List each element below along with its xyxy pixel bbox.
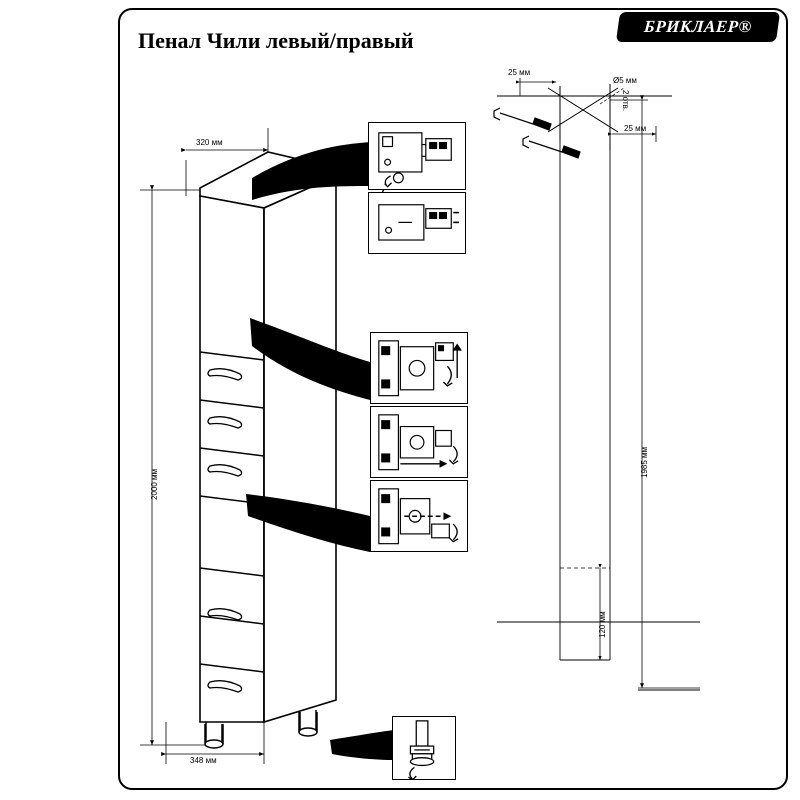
dim-wall-height: 1985 мм <box>640 446 649 478</box>
callout-latch-step-2 <box>368 192 466 254</box>
dim-wall-offset-bottom: 120 мм <box>598 611 607 638</box>
dim-height-total: 2000 мм <box>150 468 159 500</box>
callout-leg-adjust-step <box>392 716 456 780</box>
callout-hinge-step-3 <box>370 480 468 552</box>
latch-step-2-drawing <box>369 193 465 254</box>
dim-wall-right-margin: 25 мм <box>624 124 647 133</box>
hinge-step-2-drawing <box>371 407 467 478</box>
page-title: Пенал Чили левый/правый <box>138 28 414 53</box>
latch-step-1-drawing <box>369 123 465 190</box>
leg-adjust-drawing <box>393 717 455 779</box>
dim-hole-count: 2 отв. <box>621 90 630 112</box>
dim-hole-diameter: Ø5 мм <box>613 76 637 85</box>
brand-logo <box>616 12 780 42</box>
dim-wall-left-margin: 25 мм <box>508 68 531 77</box>
dim-width-bottom: 348 мм <box>190 756 217 765</box>
callout-hinge-step-2 <box>370 406 468 478</box>
hinge-step-3-drawing <box>371 481 467 552</box>
callout-latch-step-1 <box>368 122 466 190</box>
callout-hinge-step-1 <box>370 332 468 404</box>
hinge-step-1-drawing <box>371 333 467 404</box>
dim-depth-top: 320 мм <box>196 138 223 147</box>
brand-logo-text: БРИКЛАЕР® <box>643 17 753 36</box>
